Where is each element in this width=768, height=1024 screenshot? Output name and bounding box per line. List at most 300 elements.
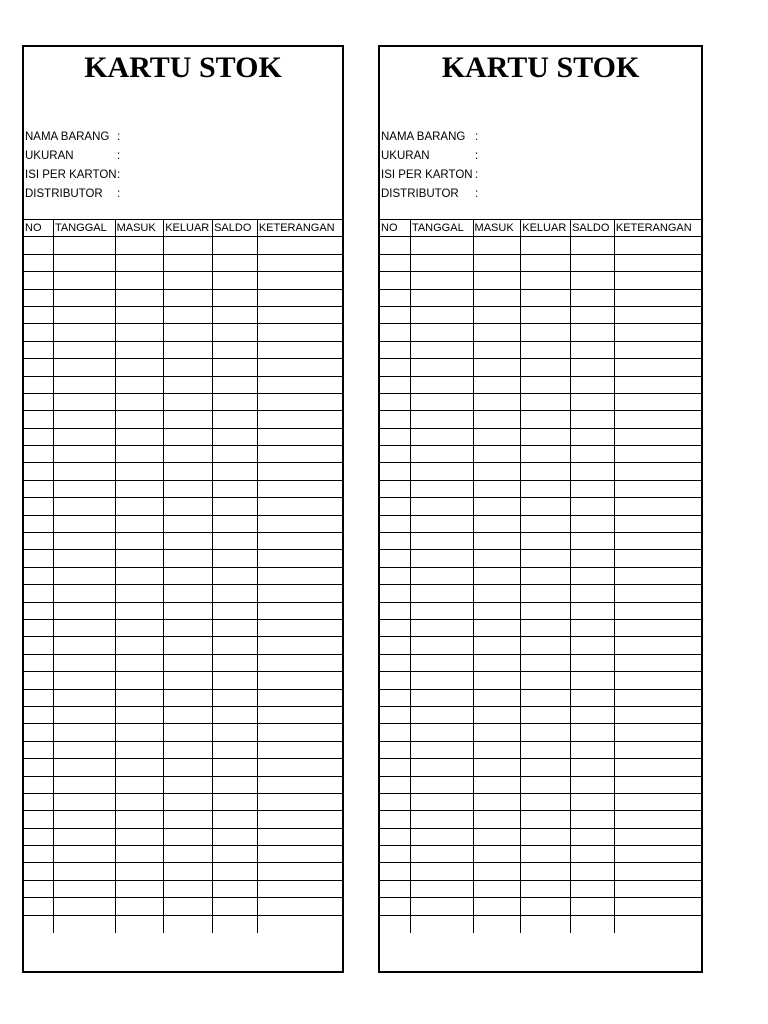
table-cell	[410, 741, 473, 758]
table-cell	[257, 672, 342, 689]
table-cell	[521, 359, 571, 376]
table-cell	[24, 341, 53, 358]
table-cell	[410, 811, 473, 828]
table-cell	[571, 567, 615, 584]
table-cell	[410, 341, 473, 358]
table-cell	[24, 724, 53, 741]
table-row	[380, 324, 701, 341]
table-cell	[410, 463, 473, 480]
table-cell	[164, 237, 213, 254]
table-cell	[115, 585, 164, 602]
table-cell	[571, 689, 615, 706]
table-cell	[614, 428, 701, 445]
table-cell	[213, 880, 258, 897]
table-cell	[115, 272, 164, 289]
table-row	[24, 324, 342, 341]
table-cell	[473, 567, 521, 584]
table-cell	[213, 463, 258, 480]
table-row	[24, 498, 342, 515]
table-row	[380, 689, 701, 706]
table-cell	[24, 498, 53, 515]
table-cell	[473, 376, 521, 393]
table-cell	[24, 706, 53, 723]
table-cell	[257, 776, 342, 793]
table-cell	[115, 515, 164, 532]
table-cell	[473, 828, 521, 845]
table-cell	[24, 654, 53, 671]
table-cell	[53, 828, 115, 845]
table-cell	[473, 706, 521, 723]
table-cell	[473, 689, 521, 706]
table-cell	[164, 637, 213, 654]
table-row	[380, 498, 701, 515]
table-cell	[614, 585, 701, 602]
table-cell	[24, 480, 53, 497]
table-row	[380, 863, 701, 880]
col-header-keterangan: KETERANGAN	[614, 220, 701, 237]
table-cell	[213, 341, 258, 358]
table-row	[24, 393, 342, 410]
table-cell	[521, 533, 571, 550]
table-row	[380, 637, 701, 654]
table-cell	[24, 585, 53, 602]
table-row	[24, 550, 342, 567]
table-cell	[571, 741, 615, 758]
col-header-saldo: SALDO	[571, 220, 615, 237]
table-cell	[473, 602, 521, 619]
table-cell	[521, 237, 571, 254]
table-row	[380, 828, 701, 845]
table-cell	[213, 759, 258, 776]
table-cell	[410, 898, 473, 915]
table-cell	[53, 306, 115, 323]
table-cell	[473, 637, 521, 654]
table-cell	[614, 254, 701, 271]
table-cell	[24, 863, 53, 880]
table-cell	[521, 272, 571, 289]
table-cell	[410, 585, 473, 602]
field-label: DISTRIBUTOR	[25, 188, 103, 200]
table-row	[24, 515, 342, 532]
table-cell	[213, 811, 258, 828]
table-cell	[164, 463, 213, 480]
table-row	[24, 411, 342, 428]
table-cell	[164, 411, 213, 428]
table-cell	[410, 776, 473, 793]
field-label: ISI PER KARTON	[381, 169, 473, 181]
table-cell	[257, 289, 342, 306]
table-row	[24, 289, 342, 306]
table-cell	[473, 533, 521, 550]
table-cell	[53, 759, 115, 776]
table-row	[24, 637, 342, 654]
table-cell	[571, 585, 615, 602]
table-cell	[521, 254, 571, 271]
table-row	[380, 602, 701, 619]
table-cell	[164, 341, 213, 358]
table-cell	[521, 898, 571, 915]
table-cell	[257, 515, 342, 532]
table-cell	[164, 811, 213, 828]
col-header-tanggal: TANGGAL	[53, 220, 115, 237]
table-row	[380, 619, 701, 636]
table-cell	[571, 376, 615, 393]
table-row	[380, 393, 701, 410]
table-row	[380, 428, 701, 445]
table-cell	[115, 776, 164, 793]
table-cell	[115, 341, 164, 358]
table-cell	[380, 272, 410, 289]
table-cell	[257, 533, 342, 550]
table-cell	[473, 724, 521, 741]
table-cell	[380, 428, 410, 445]
table-cell	[164, 567, 213, 584]
table-cell	[380, 324, 410, 341]
table-cell	[53, 272, 115, 289]
table-cell	[571, 515, 615, 532]
table-cell	[571, 776, 615, 793]
table-cell	[213, 741, 258, 758]
table-cell	[614, 811, 701, 828]
table-row	[24, 776, 342, 793]
table-cell	[410, 446, 473, 463]
table-cell	[521, 411, 571, 428]
table-cell	[115, 428, 164, 445]
table-cell	[53, 463, 115, 480]
table-cell	[521, 289, 571, 306]
table-row	[24, 863, 342, 880]
table-cell	[115, 619, 164, 636]
table-cell	[473, 741, 521, 758]
table-cell	[257, 237, 342, 254]
table-row	[380, 759, 701, 776]
table-cell	[257, 272, 342, 289]
table-cell	[473, 393, 521, 410]
table-cell	[614, 741, 701, 758]
table-cell	[53, 793, 115, 810]
table-cell	[614, 463, 701, 480]
table-cell	[257, 759, 342, 776]
table-cell	[164, 602, 213, 619]
table-cell	[164, 689, 213, 706]
table-cell	[521, 915, 571, 932]
table-cell	[380, 341, 410, 358]
table-cell	[53, 706, 115, 723]
table-cell	[53, 446, 115, 463]
table-cell	[521, 550, 571, 567]
table-cell	[614, 237, 701, 254]
table-cell	[164, 446, 213, 463]
table-cell	[473, 759, 521, 776]
table-cell	[410, 828, 473, 845]
table-cell	[410, 689, 473, 706]
table-row	[380, 672, 701, 689]
table-cell	[380, 585, 410, 602]
table-cell	[614, 567, 701, 584]
table-row	[24, 672, 342, 689]
table-cell	[24, 793, 53, 810]
table-cell	[521, 811, 571, 828]
table-cell	[614, 672, 701, 689]
table-row	[24, 741, 342, 758]
table-cell	[53, 237, 115, 254]
table-cell	[257, 915, 342, 932]
table-cell	[24, 915, 53, 932]
table-cell	[213, 254, 258, 271]
table-cell	[213, 428, 258, 445]
table-row	[380, 793, 701, 810]
table-cell	[213, 376, 258, 393]
table-row	[380, 306, 701, 323]
table-cell	[571, 619, 615, 636]
table-cell	[53, 550, 115, 567]
table-cell	[257, 898, 342, 915]
col-header-masuk: MASUK	[473, 220, 521, 237]
stock-card-left	[22, 45, 344, 973]
table-cell	[521, 828, 571, 845]
field-colon: :	[475, 131, 479, 143]
table-cell	[521, 793, 571, 810]
table-cell	[164, 272, 213, 289]
table-cell	[571, 602, 615, 619]
table-cell	[164, 724, 213, 741]
col-header-masuk: MASUK	[115, 220, 164, 237]
table-cell	[213, 306, 258, 323]
table-cell	[115, 793, 164, 810]
table-cell	[115, 915, 164, 932]
table-cell	[53, 741, 115, 758]
table-cell	[213, 480, 258, 497]
table-cell	[24, 237, 53, 254]
table-cell	[24, 619, 53, 636]
table-cell	[614, 359, 701, 376]
table-cell	[115, 393, 164, 410]
table-cell	[614, 550, 701, 567]
table-cell	[164, 376, 213, 393]
table-cell	[213, 828, 258, 845]
table-row	[24, 706, 342, 723]
table-row	[380, 776, 701, 793]
table-cell	[164, 498, 213, 515]
table-cell	[614, 515, 701, 532]
table-cell	[473, 776, 521, 793]
table-row	[380, 480, 701, 497]
table-cell	[473, 237, 521, 254]
col-header-tanggal: TANGGAL	[410, 220, 473, 237]
table-cell	[53, 393, 115, 410]
table-cell	[53, 411, 115, 428]
field-colon: :	[475, 150, 479, 162]
table-cell	[53, 915, 115, 932]
table-cell	[473, 585, 521, 602]
table-cell	[380, 480, 410, 497]
table-cell	[164, 254, 213, 271]
table-row	[24, 341, 342, 358]
table-cell	[473, 463, 521, 480]
table-cell	[410, 237, 473, 254]
col-header-keluar: KELUAR	[164, 220, 213, 237]
table-cell	[521, 724, 571, 741]
field-colon: :	[117, 131, 121, 143]
table-cell	[24, 515, 53, 532]
table-cell	[473, 411, 521, 428]
table-cell	[24, 359, 53, 376]
table-cell	[380, 706, 410, 723]
table-cell	[410, 480, 473, 497]
table-cell	[24, 689, 53, 706]
table-row	[24, 446, 342, 463]
table-cell	[410, 863, 473, 880]
table-cell	[24, 272, 53, 289]
table-row	[380, 254, 701, 271]
table-cell	[24, 411, 53, 428]
field-label: DISTRIBUTOR	[381, 188, 459, 200]
field-label: UKURAN	[381, 150, 430, 162]
table-cell	[213, 706, 258, 723]
table-cell	[571, 237, 615, 254]
table-cell	[164, 359, 213, 376]
table-row	[380, 359, 701, 376]
table-cell	[115, 254, 164, 271]
table-cell	[164, 915, 213, 932]
table-row	[24, 376, 342, 393]
table-cell	[380, 237, 410, 254]
table-cell	[115, 446, 164, 463]
table-cell	[257, 724, 342, 741]
table-cell	[115, 724, 164, 741]
table-cell	[213, 689, 258, 706]
table-cell	[257, 306, 342, 323]
table-cell	[614, 480, 701, 497]
table-cell	[380, 689, 410, 706]
table-cell	[571, 654, 615, 671]
table-row	[380, 724, 701, 741]
table-cell	[410, 498, 473, 515]
field-colon: :	[117, 150, 121, 162]
table-cell	[115, 480, 164, 497]
table-cell	[257, 254, 342, 271]
table-cell	[571, 550, 615, 567]
table-cell	[473, 550, 521, 567]
table-row	[380, 463, 701, 480]
table-cell	[614, 724, 701, 741]
table-row	[380, 654, 701, 671]
table-row	[380, 880, 701, 897]
table-cell	[257, 846, 342, 863]
table-cell	[53, 602, 115, 619]
table-cell	[257, 654, 342, 671]
table-cell	[614, 828, 701, 845]
table-cell	[473, 341, 521, 358]
table-cell	[257, 376, 342, 393]
table-row	[380, 706, 701, 723]
table-cell	[257, 480, 342, 497]
table-cell	[521, 672, 571, 689]
table-cell	[115, 898, 164, 915]
table-row	[24, 811, 342, 828]
table-cell	[571, 724, 615, 741]
table-cell	[115, 880, 164, 897]
table-cell	[24, 811, 53, 828]
table-cell	[53, 672, 115, 689]
table-row	[24, 272, 342, 289]
table-cell	[257, 324, 342, 341]
table-cell	[521, 446, 571, 463]
col-header-keluar: KELUAR	[521, 220, 571, 237]
table-cell	[53, 324, 115, 341]
table-cell	[164, 793, 213, 810]
table-cell	[380, 515, 410, 532]
table-cell	[115, 289, 164, 306]
table-cell	[53, 585, 115, 602]
field-label: UKURAN	[25, 150, 74, 162]
table-cell	[614, 706, 701, 723]
table-cell	[571, 898, 615, 915]
table-cell	[115, 637, 164, 654]
table-row	[24, 759, 342, 776]
table-cell	[410, 672, 473, 689]
table-cell	[614, 898, 701, 915]
table-cell	[410, 428, 473, 445]
table-cell	[380, 550, 410, 567]
table-cell	[571, 324, 615, 341]
table-cell	[53, 480, 115, 497]
table-cell	[473, 846, 521, 863]
table-cell	[380, 846, 410, 863]
table-cell	[53, 567, 115, 584]
table-cell	[257, 793, 342, 810]
field-label: NAMA BARANG	[25, 131, 110, 143]
table-cell	[521, 706, 571, 723]
table-cell	[410, 846, 473, 863]
table-cell	[571, 863, 615, 880]
table-row	[380, 550, 701, 567]
table-cell	[473, 359, 521, 376]
table-cell	[164, 289, 213, 306]
table-cell	[614, 289, 701, 306]
table-cell	[473, 498, 521, 515]
table-cell	[24, 880, 53, 897]
table-cell	[410, 759, 473, 776]
table-cell	[115, 498, 164, 515]
table-cell	[164, 898, 213, 915]
table-cell	[614, 446, 701, 463]
table-cell	[614, 498, 701, 515]
table-header-row	[380, 220, 701, 237]
table-row	[24, 915, 342, 932]
table-cell	[213, 446, 258, 463]
table-cell	[380, 759, 410, 776]
table-cell	[521, 324, 571, 341]
table-cell	[380, 306, 410, 323]
table-cell	[614, 341, 701, 358]
table-cell	[257, 585, 342, 602]
table-cell	[53, 289, 115, 306]
table-cell	[257, 880, 342, 897]
table-cell	[380, 776, 410, 793]
field-colon: :	[117, 188, 121, 200]
table-cell	[115, 654, 164, 671]
table-cell	[571, 846, 615, 863]
table-cell	[115, 306, 164, 323]
table-cell	[257, 567, 342, 584]
table-cell	[380, 811, 410, 828]
table-cell	[571, 915, 615, 932]
table-cell	[24, 846, 53, 863]
table-cell	[213, 289, 258, 306]
table-row	[24, 359, 342, 376]
table-cell	[614, 393, 701, 410]
